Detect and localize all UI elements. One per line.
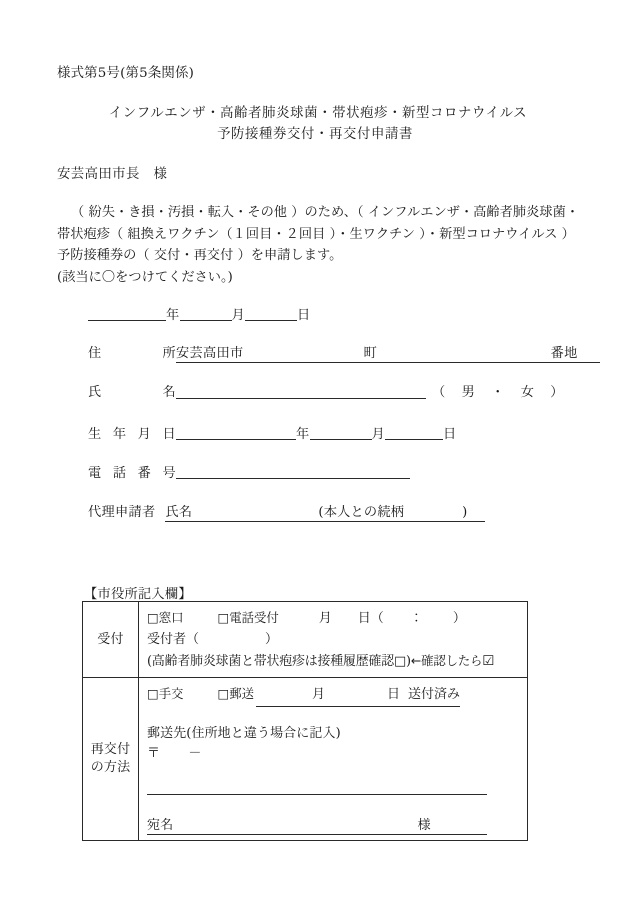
mailing-address-label: 郵送先(住所地と違う場合に記入) [147, 726, 341, 741]
reception-method-line[interactable] [147, 607, 527, 629]
reception-month-char: 月 [318, 611, 332, 626]
address-field-row[interactable] [88, 342, 600, 363]
reception-staff-close: ） [265, 632, 279, 647]
recipient-name-line[interactable] [147, 814, 487, 835]
body-line-3: 予防接種券の（ 交付・再交付 ）を申請します。 [57, 248, 343, 263]
application-body-text [57, 202, 580, 288]
birthdate-month-blank[interactable] [310, 439, 372, 440]
phone-input-blank[interactable] [176, 478, 410, 479]
reception-history-note[interactable] [147, 650, 527, 672]
address-label: 住 所 [88, 346, 176, 361]
postal-dash: － [188, 746, 202, 761]
redelivery-sent-label: 送付済み [408, 687, 461, 702]
body-line-2: 帯状疱疹（ 組換えワクチン（１回目・２回目 ）・生ワクチン ）・新型コロナウイルス ） [57, 226, 575, 242]
recipient-label: 宛名 [147, 818, 174, 833]
body-line-4: (該当に〇をつけてください。) [57, 269, 233, 285]
reception-time-colon: ： [409, 611, 423, 626]
table-row-reception [83, 602, 528, 678]
reception-paren-close: ） [452, 611, 466, 626]
reception-label: 受付 [97, 631, 124, 647]
birthdate-day-char: 日 [443, 427, 457, 442]
date-month-blank[interactable] [180, 320, 232, 321]
redelivery-day-char: 日 [387, 687, 401, 702]
name-input-blank[interactable] [176, 398, 426, 399]
document-title-line-2: 予防接種券交付・再交付申請書 [217, 127, 413, 142]
date-year-char: 年 [166, 308, 180, 323]
redelivery-label-line-1: 再交付 [90, 742, 131, 757]
phone-field-row[interactable] [88, 462, 410, 481]
name-field-row[interactable] [88, 381, 565, 400]
proxy-applicant-field-row[interactable] [88, 501, 485, 522]
birthdate-year-blank[interactable] [176, 439, 296, 440]
redelivery-label-line-2: の方法 [90, 760, 131, 775]
birthdate-day-blank[interactable] [385, 439, 443, 440]
phone-label: 電 話 番 号 [88, 466, 176, 481]
birthdate-month-char: 月 [371, 427, 385, 442]
reception-staff-label: 受付者（ [147, 632, 200, 647]
birthdate-label: 生 年 月 日 [88, 427, 176, 442]
redelivery-label-cell [83, 678, 139, 841]
reception-staff-line[interactable] [147, 629, 527, 650]
gender-selection[interactable]: （ 男 ・ 女 ） [432, 385, 566, 400]
table-row-redelivery [83, 678, 528, 841]
postal-code-line[interactable] [147, 744, 527, 764]
birthdate-field-row[interactable] [88, 423, 457, 442]
mailing-address-blank[interactable] [147, 764, 487, 795]
office-use-table [82, 601, 528, 841]
birthdate-year-char: 年 [296, 427, 310, 442]
address-input-blank[interactable] [176, 342, 600, 363]
date-month-char: 月 [231, 308, 245, 323]
checkbox-counter[interactable]: □窓口 [147, 610, 184, 625]
checkbox-phone-reception[interactable]: □電話受付 [217, 610, 279, 625]
left-arrow-icon: ←確認したら [410, 653, 483, 668]
recipient-honorific: 様 [417, 818, 431, 833]
redelivery-content-cell[interactable] [139, 678, 528, 841]
form-number: 様式第5号(第5条関係) [57, 66, 195, 81]
address-banchi-char: 番地 [550, 346, 578, 361]
document-title-line-1: インフルエンザ・高齢者肺炎球菌・帯状疱疹・新型コロナウイルス [108, 106, 528, 121]
office-use-heading: 【市役所記入欄】 [84, 587, 192, 602]
reception-content-cell[interactable] [139, 602, 528, 678]
redelivery-date-blank[interactable] [256, 684, 460, 707]
proxy-relation-close: ) [462, 505, 468, 520]
reception-day-char: 日（ [357, 611, 384, 626]
history-check-note[interactable]: (高齢者肺炎球菌と帯状疱疹は接種履歴確認□) [147, 654, 411, 669]
addressee: 安芸高田市長 様 [57, 167, 168, 182]
redelivery-month-char: 月 [312, 687, 326, 702]
date-year-blank[interactable] [88, 320, 166, 321]
address-city-prefix: 安芸高田市 [176, 346, 244, 361]
checked-checkbox-icon[interactable]: ☑ [482, 653, 495, 669]
date-day-char: 日 [297, 308, 311, 323]
proxy-name-label: 氏名 [165, 505, 193, 520]
body-line-1: （ 紛失・き損・汚損・転入・その他 ）のため、（ インフルエンザ・高齢者肺炎球菌・ [71, 205, 580, 220]
postal-mark-icon: 〒 [147, 746, 161, 761]
reception-label-cell [83, 602, 139, 678]
date-day-blank[interactable] [245, 320, 297, 321]
name-label: 氏 名 [88, 385, 176, 400]
checkbox-handover[interactable]: □手交 [147, 686, 184, 701]
proxy-label: 代理申請者 [88, 505, 156, 520]
checkbox-mail[interactable]: □郵送 [217, 686, 254, 701]
redelivery-method-line[interactable] [147, 683, 527, 707]
address-town-char: 町 [363, 346, 377, 361]
proxy-relation-label: (本人との続柄 [318, 505, 405, 520]
document-title [0, 103, 630, 145]
proxy-input-blank[interactable] [165, 501, 485, 522]
application-date-field[interactable] [88, 304, 311, 323]
